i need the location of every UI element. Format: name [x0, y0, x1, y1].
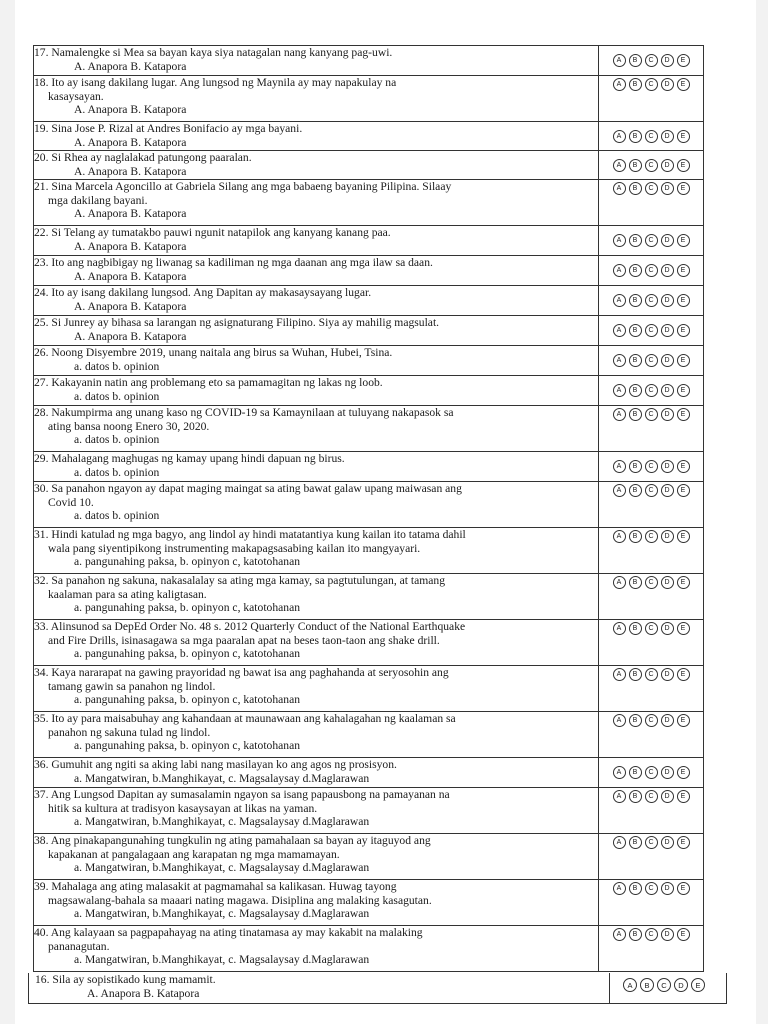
answer-bubble-e[interactable]: E	[677, 264, 690, 277]
question-row	[34, 574, 704, 620]
question-row	[34, 122, 704, 151]
answer-bubble-b[interactable]: B	[629, 54, 642, 67]
question-line: ating bansa noong Enero 30, 2020.	[48, 419, 210, 433]
question-text	[34, 926, 599, 972]
answer-bubble-a[interactable]: A	[613, 264, 626, 277]
question-line: 38. Ang pinakapangunahing tungkulin ng ating pamahalaan sa bayan ay itaguyod ang	[34, 834, 431, 847]
answer-choices: a. Mangatwiran, b.Manghikayat, c. Magsalaysay d.Maglarawan	[74, 907, 370, 921]
answer-bubble-cell	[599, 574, 704, 620]
answer-bubble-a[interactable]: A	[613, 54, 626, 67]
answer-bubble-b[interactable]: B	[640, 978, 654, 992]
answer-bubble-a[interactable]: A	[613, 130, 626, 143]
answer-bubble-cell	[599, 666, 704, 712]
answer-bubbles[interactable]	[613, 182, 690, 195]
question-line: 40. Ang kalayaan sa pagpapahayag na ating tinatamasa ay may kakabit na malaking	[34, 926, 423, 939]
question-line: 30. Sa panahon ngayon ay dapat maging maingat sa ating bawat galaw upang maiwasan ang	[34, 482, 462, 495]
question-line: 17. Namalengke si Mea sa bayan kaya siya natagalan nang kanyang pag-uwi.	[34, 46, 393, 59]
answer-bubble-b[interactable]: B	[629, 354, 642, 367]
answer-bubble-b[interactable]: B	[629, 182, 642, 195]
question-line: kasaysayan.	[48, 89, 104, 103]
answer-bubble-a[interactable]: A	[613, 928, 626, 941]
answer-choices: A. Anapora B. Katapora	[74, 207, 187, 221]
question-row	[34, 482, 704, 528]
answer-bubble-a[interactable]: A	[613, 324, 626, 337]
question-line: magsawalang-bahala sa maaari nating magawa. Disiplina ang malaking kasagutan.	[48, 893, 432, 907]
answer-choices: a. pangunahing paksa, b. opinyon c, katotohanan	[74, 739, 301, 753]
answer-bubble-e[interactable]: E	[677, 622, 690, 635]
answer-bubble-cell	[599, 788, 704, 834]
answer-bubble-cell	[599, 926, 704, 972]
answer-bubble-cell	[599, 406, 704, 452]
answer-bubble-d[interactable]: D	[661, 324, 674, 337]
question-row	[34, 880, 704, 926]
answer-bubble-d[interactable]: D	[661, 790, 674, 803]
question-text	[34, 620, 599, 666]
question-row	[34, 712, 704, 758]
answer-bubble-c[interactable]: C	[645, 668, 658, 681]
answer-bubble-c[interactable]: C	[645, 576, 658, 589]
answer-bubble-d[interactable]: D	[661, 882, 674, 895]
question-row	[34, 346, 704, 376]
answer-bubble-d[interactable]: D	[661, 159, 674, 172]
question-text	[34, 482, 599, 528]
answer-bubble-d[interactable]: D	[661, 928, 674, 941]
answer-choices: a. pangunahing paksa, b. opinyon c, katotohanan	[74, 693, 301, 707]
question-text	[34, 788, 599, 834]
answer-bubble-e[interactable]: E	[677, 460, 690, 473]
answer-bubble-d[interactable]: D	[661, 354, 674, 367]
question-text	[34, 46, 599, 76]
answer-bubble-d[interactable]: D	[661, 182, 674, 195]
answer-bubbles[interactable]	[613, 54, 690, 67]
answer-bubbles[interactable]	[613, 882, 690, 895]
answer-choices: a. datos b. opinion	[74, 359, 160, 373]
answer-bubble-a[interactable]: A	[613, 354, 626, 367]
question-line: 27. Kakayanin natin ang problemang eto sa pamamagitan ng lakas ng loob.	[34, 376, 383, 389]
question-16-text	[35, 973, 595, 1000]
answer-bubble-d[interactable]: D	[661, 836, 674, 849]
answer-bubble-b[interactable]: B	[629, 384, 642, 397]
answer-bubble-b[interactable]: B	[629, 576, 642, 589]
question-line: 21. Sina Marcela Agoncillo at Gabriela Silang ang mga babaeng bayaning Pilipina. Silaay	[34, 180, 452, 193]
answer-bubble-cell	[599, 880, 704, 926]
question-line: kaalaman para sa ating kaligtasan.	[48, 587, 207, 601]
question-text	[34, 122, 599, 151]
answer-bubble-a[interactable]: A	[613, 790, 626, 803]
answer-bubbles[interactable]	[613, 294, 690, 307]
answer-bubble-c[interactable]: C	[645, 130, 658, 143]
answer-bubble-e[interactable]: E	[677, 78, 690, 91]
question-text	[34, 574, 599, 620]
question-line: 26. Noong Disyembre 2019, unang naitala ang birus sa Wuhan, Hubei, Tsina.	[34, 346, 393, 359]
question-text	[34, 346, 599, 376]
question-line: 36. Gumuhit ang ngiti sa aking labi nang masilayan ko ang agos ng prosisyon.	[34, 758, 397, 771]
question-row	[34, 376, 704, 406]
answer-bubble-a[interactable]: A	[613, 182, 626, 195]
answer-bubble-a[interactable]: A	[613, 622, 626, 635]
answer-bubble-a[interactable]: A	[613, 714, 626, 727]
question-line: 39. Mahalaga ang ating malasakit at pagmamahal sa kalikasan. Huwag tayong	[34, 880, 397, 893]
answer-bubble-d[interactable]: D	[661, 54, 674, 67]
question-text	[34, 316, 599, 346]
question-table	[33, 45, 704, 972]
answer-bubble-c[interactable]: C	[645, 790, 658, 803]
answer-bubble-c[interactable]: C	[645, 530, 658, 543]
question-text	[34, 758, 599, 788]
question-line: 33. Alinsunod sa DepEd Order No. 48 s. 2012 Quarterly Conduct of the National Earthquake	[34, 620, 466, 633]
answer-bubbles[interactable]	[613, 408, 690, 421]
answer-bubbles[interactable]	[613, 790, 690, 803]
question-text	[34, 76, 599, 122]
answer-bubble-c[interactable]: C	[645, 54, 658, 67]
question-row	[34, 46, 704, 76]
answer-choices: a. Mangatwiran, b.Manghikayat, c. Magsalaysay d.Maglarawan	[74, 861, 370, 875]
answer-bubble-b[interactable]: B	[629, 530, 642, 543]
answer-bubbles[interactable]	[613, 384, 690, 397]
answer-bubble-d[interactable]: D	[661, 294, 674, 307]
answer-choices: a. datos b. opinion	[74, 389, 160, 403]
answer-bubble-b[interactable]: B	[629, 408, 642, 421]
question-line: 32. Sa panahon ng sakuna, nakasalalay sa ating mga kamay, sa pagtutulungan, at tamang	[34, 574, 446, 587]
answer-bubble-cell	[599, 452, 704, 482]
question-row	[34, 528, 704, 574]
answer-bubble-b[interactable]: B	[629, 836, 642, 849]
answer-bubble-e[interactable]: E	[677, 234, 690, 247]
question-row	[34, 834, 704, 880]
answer-bubble-e[interactable]: E	[677, 668, 690, 681]
answer-bubble-e[interactable]: E	[677, 836, 690, 849]
answer-bubble-cell	[599, 286, 704, 316]
answer-choices: A. Anapora B. Katapora	[74, 269, 187, 283]
answer-bubble-e[interactable]: E	[677, 928, 690, 941]
answer-bubble-b[interactable]: B	[629, 159, 642, 172]
answer-bubble-cell	[599, 122, 704, 151]
answer-bubble-e[interactable]: E	[677, 384, 690, 397]
answer-bubble-e[interactable]: E	[677, 766, 690, 779]
answer-bubble-d[interactable]: D	[661, 234, 674, 247]
question-text	[34, 180, 599, 226]
answer-choices: A. Anapora B. Katapora	[74, 103, 187, 117]
answer-bubble-b[interactable]: B	[629, 882, 642, 895]
question-row	[34, 406, 704, 452]
answer-bubble-e[interactable]: E	[677, 530, 690, 543]
answer-bubble-c[interactable]: C	[645, 324, 658, 337]
answer-bubbles[interactable]	[613, 484, 690, 497]
answer-bubble-e[interactable]: E	[677, 324, 690, 337]
question-line: mga dakilang bayani.	[48, 193, 148, 207]
question-row	[34, 758, 704, 788]
answer-choices: A. Anapora B. Katapora	[74, 135, 187, 149]
answer-bubble-d[interactable]: D	[661, 264, 674, 277]
question-line: 31. Hindi katulad ng mga bagyo, ang lindol ay hindi matatantiya kung kailan ito tatama dahil	[34, 528, 466, 541]
answer-bubble-c[interactable]: C	[645, 294, 658, 307]
answer-bubble-e[interactable]: E	[677, 882, 690, 895]
answer-bubbles[interactable]	[613, 354, 690, 367]
question-line: hitik sa kultura at tradisyon kasaysayan at likas na yaman.	[48, 801, 318, 815]
answer-bubbles[interactable]	[613, 159, 690, 172]
answer-bubble-c[interactable]: C	[645, 484, 658, 497]
question-text	[34, 452, 599, 482]
question-16-line: 16. Sila ay sopistikado kung mamamit.	[35, 973, 216, 986]
answer-bubble-e[interactable]: E	[691, 978, 705, 992]
answer-bubble-b[interactable]: B	[629, 622, 642, 635]
answer-bubble-a[interactable]: A	[613, 766, 626, 779]
question-16-choices: A. Anapora B. Katapora	[87, 986, 200, 1000]
answer-bubble-cell	[599, 528, 704, 574]
answer-bubble-a[interactable]: A	[613, 460, 626, 473]
answer-bubble-d[interactable]: D	[661, 622, 674, 635]
answer-bubbles[interactable]	[613, 622, 690, 635]
answer-bubble-a[interactable]: A	[613, 576, 626, 589]
answer-bubbles[interactable]	[613, 460, 690, 473]
question-text	[34, 880, 599, 926]
question-line: kapakanan at pangalagaan ang karapatan ng mga mamamayan.	[48, 847, 340, 861]
answer-choices: a. pangunahing paksa, b. opinyon c, katotohanan	[74, 601, 301, 615]
answer-bubble-cell	[599, 712, 704, 758]
answer-choices: A. Anapora B. Katapora	[74, 299, 187, 313]
answer-bubble-a[interactable]: A	[613, 384, 626, 397]
answer-choices: a. Mangatwiran, b.Manghikayat, c. Magsalaysay d.Maglarawan	[74, 771, 370, 785]
answer-bubble-e[interactable]: E	[677, 354, 690, 367]
question-line: 18. Ito ay isang dakilang lugar. Ang lungsod ng Maynila ay may napakulay na	[34, 76, 397, 89]
question-row	[34, 666, 704, 712]
answer-bubble-cell	[599, 834, 704, 880]
question-line: 29. Mahalagang maghugas ng kamay upang hindi dapuan ng birus.	[34, 452, 345, 465]
answer-bubble-cell	[599, 482, 704, 528]
question-text	[34, 376, 599, 406]
answer-bubbles[interactable]	[613, 78, 690, 91]
answer-bubble-c[interactable]: C	[645, 234, 658, 247]
question-line: 19. Sina Jose P. Rizal at Andres Bonifacio ay mga bayani.	[34, 122, 303, 135]
answer-bubble-b[interactable]: B	[629, 714, 642, 727]
answer-bubble-e[interactable]: E	[677, 54, 690, 67]
answer-choices: A. Anapora B. Katapora	[74, 164, 187, 178]
answer-bubble-a[interactable]: A	[613, 159, 626, 172]
answer-bubble-d[interactable]: D	[661, 384, 674, 397]
question-row	[34, 226, 704, 256]
answer-bubbles[interactable]	[613, 576, 690, 589]
answer-bubble-b[interactable]: B	[629, 668, 642, 681]
answer-bubbles[interactable]	[613, 714, 690, 727]
answer-bubbles[interactable]	[613, 836, 690, 849]
answer-bubble-b[interactable]: B	[629, 264, 642, 277]
answer-bubble-c[interactable]: C	[645, 766, 658, 779]
answer-bubble-a[interactable]: A	[613, 234, 626, 247]
answer-bubble-c[interactable]: C	[645, 78, 658, 91]
answer-bubble-e[interactable]: E	[677, 484, 690, 497]
answer-bubble-e[interactable]: E	[677, 576, 690, 589]
question-text	[34, 834, 599, 880]
question-row	[34, 788, 704, 834]
answer-bubble-b[interactable]: B	[629, 460, 642, 473]
question-line: panahon ng sakuna tulad ng lindol.	[48, 725, 211, 739]
answer-choices: A. Anapora B. Katapora	[74, 59, 187, 73]
answer-bubble-a[interactable]: A	[613, 836, 626, 849]
answer-bubble-c[interactable]: C	[645, 622, 658, 635]
answer-bubbles[interactable]	[613, 324, 690, 337]
answer-bubble-e[interactable]: E	[677, 714, 690, 727]
answer-bubbles[interactable]	[613, 668, 690, 681]
answer-bubble-a[interactable]: A	[613, 78, 626, 91]
answer-bubble-a[interactable]: A	[613, 668, 626, 681]
answer-bubble-e[interactable]: E	[677, 790, 690, 803]
answer-bubble-cell	[599, 76, 704, 122]
question-text	[34, 528, 599, 574]
answer-choices: a. datos b. opinion	[74, 509, 160, 523]
question-text	[34, 286, 599, 316]
answer-bubble-c[interactable]: C	[645, 836, 658, 849]
answer-bubble-d[interactable]: D	[661, 766, 674, 779]
answer-choices: a. datos b. opinion	[74, 433, 160, 447]
answer-bubble-b[interactable]: B	[629, 766, 642, 779]
question-line: wala pang siyentipikong instrumenting makapagsasabing kailan ito mangyayari.	[48, 541, 421, 555]
answer-bubble-d[interactable]: D	[674, 978, 688, 992]
question-text	[34, 256, 599, 286]
question-line: 35. Ito ay para maisabuhay ang kahandaan at maunawaan ang kahalagahan ng kaalaman sa	[34, 712, 456, 725]
question-line: tamang gawin sa panahon ng lindol.	[48, 679, 216, 693]
answer-bubble-b[interactable]: B	[629, 324, 642, 337]
question-row	[34, 151, 704, 180]
answer-bubbles[interactable]	[613, 928, 690, 941]
answer-bubble-c[interactable]: C	[645, 264, 658, 277]
question-row	[34, 452, 704, 482]
answer-bubbles[interactable]	[613, 766, 690, 779]
question-text	[34, 666, 599, 712]
answer-bubble-e[interactable]: E	[677, 182, 690, 195]
answer-bubble-cell	[599, 226, 704, 256]
question-row	[34, 180, 704, 226]
answer-bubble-d[interactable]: D	[661, 484, 674, 497]
answer-bubble-a[interactable]: A	[613, 294, 626, 307]
question-row	[34, 926, 704, 972]
answer-bubble-c[interactable]: C	[657, 978, 671, 992]
answer-bubble-b[interactable]: B	[629, 78, 642, 91]
answer-choices: A. Anapora B. Katapora	[74, 239, 187, 253]
question-text	[34, 151, 599, 180]
answer-choices: A. Anapora B. Katapora	[74, 329, 187, 343]
answer-bubble-d[interactable]: D	[661, 460, 674, 473]
answer-bubble-e[interactable]: E	[677, 294, 690, 307]
question-line: 24. Ito ay isang dakilang lungsod. Ang Dapitan ay makasaysayang lugar.	[34, 286, 372, 299]
answer-bubble-a[interactable]: A	[613, 530, 626, 543]
answer-bubble-e[interactable]: E	[677, 408, 690, 421]
answer-bubble-d[interactable]: D	[661, 530, 674, 543]
answer-bubble-c[interactable]: C	[645, 928, 658, 941]
answer-bubble-a[interactable]: A	[613, 408, 626, 421]
answer-bubble-c[interactable]: C	[645, 408, 658, 421]
question-row	[34, 620, 704, 666]
answer-bubble-c[interactable]: C	[645, 159, 658, 172]
answer-bubble-cell	[599, 376, 704, 406]
answer-bubbles[interactable]	[613, 234, 690, 247]
answer-bubble-d[interactable]: D	[661, 78, 674, 91]
answer-bubble-b[interactable]: B	[629, 130, 642, 143]
question-line: Covid 10.	[48, 495, 94, 509]
question-row	[34, 256, 704, 286]
answer-choices: a. datos b. opinion	[74, 465, 160, 479]
question-line: 28. Nakumpirma ang unang kaso ng COVID-19 sa Kamaynilaan at tuluyang nakapasok sa	[34, 406, 454, 419]
question-16-answer-bubbles[interactable]	[623, 978, 705, 992]
answer-bubble-c[interactable]: C	[645, 354, 658, 367]
answer-bubbles[interactable]	[613, 130, 690, 143]
column-divider	[609, 973, 610, 1003]
answer-bubble-c[interactable]: C	[645, 384, 658, 397]
question-line: 34. Kaya nararapat na gawing prayoridad ng bawat isa ang paghahanda at seryosohin ang	[34, 666, 449, 679]
answer-bubble-cell	[599, 46, 704, 76]
answer-bubble-b[interactable]: B	[629, 928, 642, 941]
answer-choices: a. Mangatwiran, b.Manghikayat, c. Magsalaysay d.Maglarawan	[74, 953, 370, 967]
answer-bubbles[interactable]	[613, 530, 690, 543]
question-line: 37. Ang Lungsod Dapitan ay sumasalamin ngayon sa isang papausbong na pamayanan na	[34, 788, 450, 801]
question-line: 22. Si Telang ay tumatakbo pauwi ngunit natapilok ang kanyang kanang paa.	[34, 226, 391, 239]
answer-choices: a. pangunahing paksa, b. opinyon c, katotohanan	[74, 647, 301, 661]
question-line: 25. Si Junrey ay bihasa sa larangan ng asignaturang Filipino. Siya ay mahilig magsulat.	[34, 316, 440, 329]
answer-bubble-b[interactable]: B	[629, 234, 642, 247]
question-text	[34, 226, 599, 256]
question-16-row	[28, 973, 727, 1004]
answer-bubble-a[interactable]: A	[613, 484, 626, 497]
answer-choices: a. pangunahing paksa, b. opinyon c, katotohanan	[74, 555, 301, 569]
answer-bubble-b[interactable]: B	[629, 484, 642, 497]
answer-bubble-a[interactable]: A	[623, 978, 637, 992]
answer-bubble-b[interactable]: B	[629, 790, 642, 803]
answer-bubble-d[interactable]: D	[661, 408, 674, 421]
answer-bubble-a[interactable]: A	[613, 882, 626, 895]
answer-bubble-c[interactable]: C	[645, 460, 658, 473]
answer-bubble-e[interactable]: E	[677, 159, 690, 172]
answer-choices: a. Mangatwiran, b.Manghikayat, c. Magsalaysay d.Maglarawan	[74, 815, 370, 829]
answer-bubble-d[interactable]: D	[661, 668, 674, 681]
question-text	[34, 406, 599, 452]
answer-bubble-cell	[599, 758, 704, 788]
answer-bubble-c[interactable]: C	[645, 182, 658, 195]
question-line: 23. Ito ang nagbibigay ng liwanag sa kadiliman ng mga daanan ang mga ilaw sa daan.	[34, 256, 433, 269]
question-line: pananagutan.	[48, 939, 110, 953]
question-line: and Fire Drills, isinasagawa sa mga paaralan apat na beses taon-taon ang shake drill.	[48, 633, 440, 647]
answer-bubble-b[interactable]: B	[629, 294, 642, 307]
question-text	[34, 712, 599, 758]
answer-bubble-cell	[599, 346, 704, 376]
answer-bubble-d[interactable]: D	[661, 576, 674, 589]
answer-bubble-cell	[599, 316, 704, 346]
question-row	[34, 76, 704, 122]
answer-bubble-cell	[599, 620, 704, 666]
answer-bubbles[interactable]	[613, 264, 690, 277]
question-row	[34, 286, 704, 316]
answer-bubble-e[interactable]: E	[677, 130, 690, 143]
answer-bubble-d[interactable]: D	[661, 130, 674, 143]
answer-bubble-d[interactable]: D	[661, 714, 674, 727]
answer-bubble-c[interactable]: C	[645, 714, 658, 727]
answer-bubble-cell	[599, 180, 704, 226]
answer-bubble-cell	[599, 256, 704, 286]
question-line: 20. Si Rhea ay naglalakad patungong paaralan.	[34, 151, 252, 164]
answer-bubble-c[interactable]: C	[645, 882, 658, 895]
question-row	[34, 316, 704, 346]
answer-bubble-cell	[599, 151, 704, 180]
